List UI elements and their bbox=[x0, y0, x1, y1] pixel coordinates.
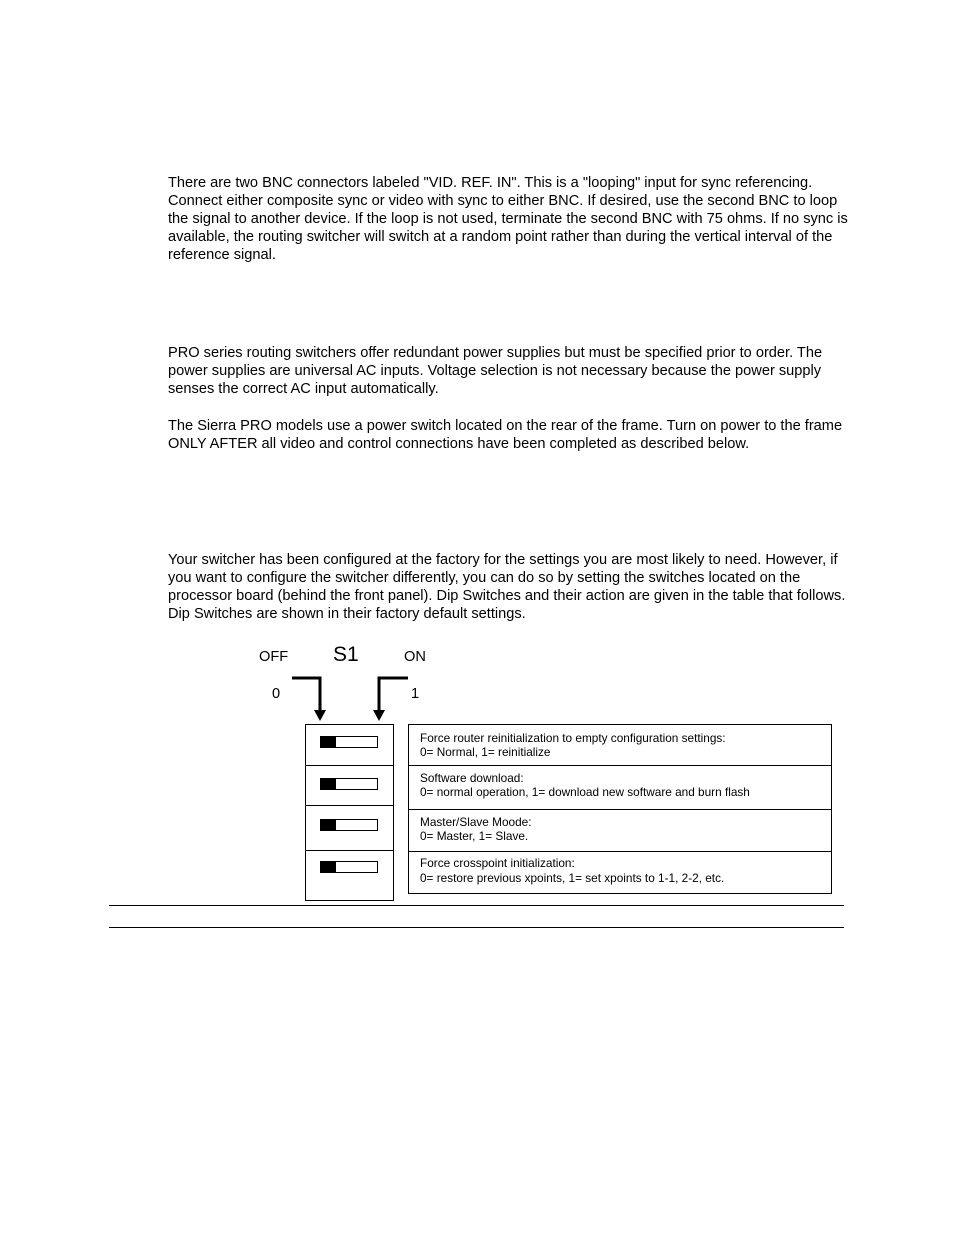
horizontal-rule bbox=[109, 905, 844, 906]
switch-3-title: Master/Slave Moode: bbox=[420, 815, 532, 829]
dip-knob bbox=[321, 779, 336, 789]
dip-slot bbox=[320, 861, 378, 873]
off-arrow-icon bbox=[292, 678, 326, 721]
switch-2-title: Software download: bbox=[420, 771, 524, 785]
dip-switch-1[interactable] bbox=[306, 725, 393, 765]
table-row bbox=[409, 851, 831, 894]
off-value: 0 bbox=[272, 686, 281, 702]
dip-switch-description-table bbox=[408, 724, 832, 894]
horizontal-rule bbox=[109, 927, 844, 928]
dip-knob bbox=[321, 862, 336, 872]
switch-4-title: Force crosspoint initialization: bbox=[420, 856, 575, 870]
dip-switch-paragraph: Your switcher has been configured at the factory for the settings you are most likely to need. However, if you want to configure the switcher differently, you can do so by setting the switches located on the processor board (behind the front panel). Dip Switches and their action are given in the table that follows. Dip Switches are shown in their factory default settings. bbox=[168, 552, 846, 622]
dip-slot bbox=[320, 819, 378, 831]
dip-switch-2[interactable] bbox=[306, 765, 393, 805]
dip-slot bbox=[320, 736, 378, 748]
on-arrow-icon bbox=[373, 678, 408, 721]
power-paragraph-1: PRO series routing switchers offer redundant power supplies but must be specified prior to order. The power supplies are universal AC inputs. Voltage selection is not necessary because the power supply senses the correct AC input automatically. bbox=[168, 345, 823, 397]
on-label: ON bbox=[404, 649, 426, 665]
dip-slot bbox=[320, 778, 378, 790]
dip-knob bbox=[321, 820, 336, 830]
power-paragraph-2: The Sierra PRO models use a power switch located on the rear of the frame. Turn on power to the frame ONLY AFTER all video and control connections have been completed as described below. bbox=[168, 418, 843, 452]
switch-1-title: Force router reinitialization to empty configuration settings: bbox=[420, 731, 726, 745]
on-value: 1 bbox=[411, 686, 420, 702]
dip-switch-block bbox=[305, 724, 394, 901]
switch-1-options: 0= Normal, 1= reinitialize bbox=[420, 745, 551, 759]
table-row bbox=[409, 809, 831, 852]
dip-switch-4[interactable] bbox=[306, 850, 393, 900]
off-label: OFF bbox=[259, 649, 289, 665]
switch-2-options: 0= normal operation, 1= download new software and burn flash bbox=[420, 785, 750, 799]
switch-name: S1 bbox=[333, 643, 359, 666]
switch-4-options: 0= restore previous xpoints, 1= set xpoints to 1-1, 2-2, etc. bbox=[420, 871, 725, 885]
table-row bbox=[409, 765, 831, 810]
switch-3-options: 0= Master, 1= Slave. bbox=[420, 829, 529, 843]
table-row bbox=[409, 725, 831, 765]
video-reference-paragraph: There are two BNC connectors labeled "VID. REF. IN". This is a "looping" input for sync referencing. Connect either composite sync or video with sync to either BNC. If desired, use the second BNC to loop the signal to another device. If the loop is not used, terminate the second BNC with 75 ohms. If no sync is available, the routing switcher will switch at a random point rather than during the vertical interval of the reference signal. bbox=[168, 175, 848, 263]
dip-knob bbox=[321, 737, 336, 747]
dip-switch-3[interactable] bbox=[306, 805, 393, 850]
